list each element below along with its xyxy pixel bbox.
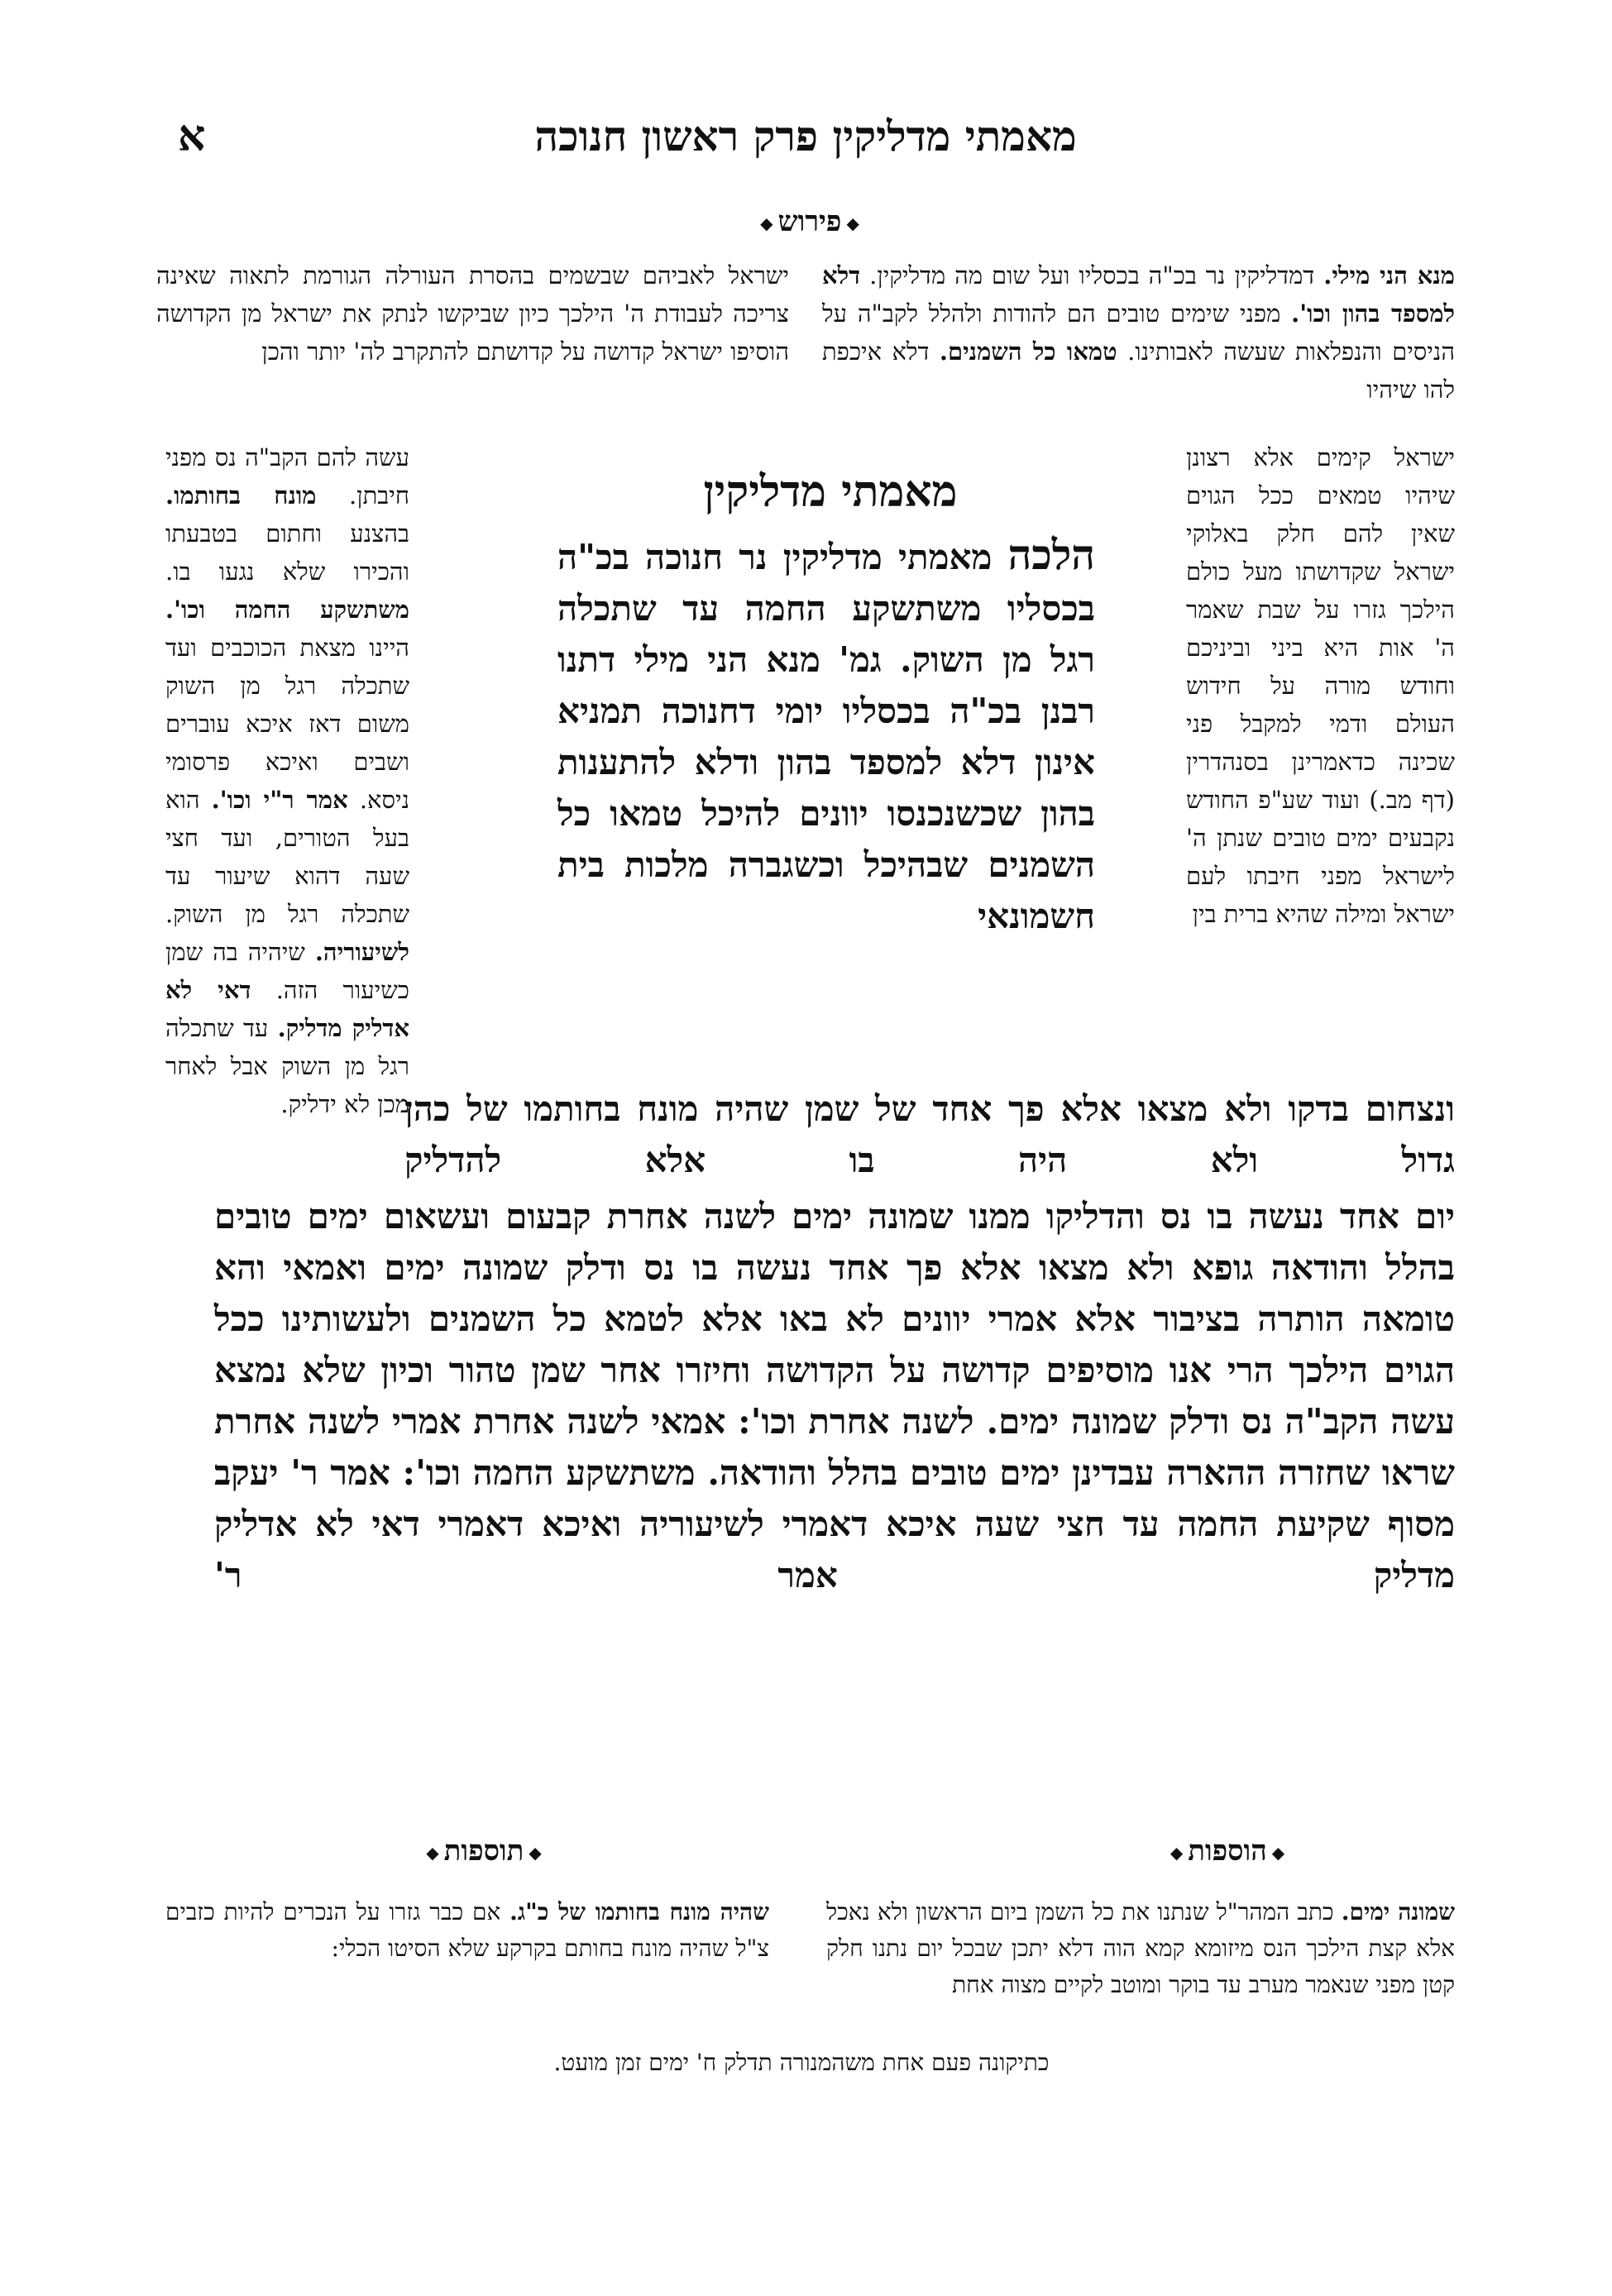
- tosafot-block: [165, 1894, 769, 2010]
- perush-top-block: [156, 256, 1455, 414]
- perush-lemma: אמר ר"י וכו'.: [211, 786, 348, 814]
- hosafot-heading: [1124, 1832, 1331, 1872]
- perush-heading: [727, 203, 892, 242]
- perush-text: בהצנע וחתום בטבעתו והכירו שלא נגעו בו.: [165, 519, 409, 586]
- main-text-column: [557, 529, 1095, 1075]
- perush-lemma: לשיעוריה.: [314, 938, 409, 966]
- perush-lemma: דאי לא אדליק מדליק.: [165, 976, 409, 1042]
- diamond-icon: ◆: [529, 1843, 542, 1863]
- perush-text: דלא איכפת להו שיהיו: [822, 337, 1455, 404]
- perush-heading-label: פירוש: [777, 205, 842, 238]
- perush-lemma: מנא הני מילי.: [1323, 261, 1455, 289]
- main-text-full: יום אחד נעשה בו נס והדליקו ממנו שמונה ימים לשנה אחרת קבעום ועשאום ימים טובים בהלל והודאה גופא ולא מצאו אלא פך אחד נעשה בו נס ודלק שמונה ימים ואמאי והא טומאה הותרה בציבור אלא אמרי יוונים לא באו אלא לטמא כל השמנים ולעשותינו ככל הגוים הילכך הרי אנו מוסיפים קדושה על הקדושה וחיזרו אחר שמן טהור וכיון שלא נמצא עשה הקב"ה נס ודלק שמונה ימים. לשנה אחרת וכו': אמאי לשנה אחרת אמרי לשנה אחרת שראו שחזרה ההארה עבדינן ימים טובים בהלל והודאה. משתשקע החמה וכו': אמר ר' יעקב מסוף שקיעת החמה עד חצי שעה איכא דאמרי לשיעוריה ואיכא דאמרי דאי לא אדליק מדליק אמר ר': [214, 1196, 1455, 1595]
- perush-top-paragraph-1: [822, 256, 1455, 409]
- perush-top-paragraph-2: ישראל לאביהם שבשמים בהסרת העורלה הגורמת לתאוה שאינה צריכה לעבודת ה' הילכך כיון שביקשו לנתק את ישראל מן הקדושה הוסיפו ישראל קדושה על קדושתם להתקרב לה' יותר והכן: [156, 261, 789, 366]
- tosafot-text: אם כבר גזרו על הנכרים להיות כזבים צ"ל שהיה מונח בחותם בקרקע שלא הסיטו הכלי:: [165, 1898, 769, 1962]
- perush-right-column: ישראל קימים אלא רצונן שיהיו טמאים ככל הגוים שאין להם חלק באלוקי ישראל שקדושתו מעל כולם הילכך גזרו על שבת שאמר ה' אות היא ביני וביניכם וחודש מורה על חידוש העולם ודמי למקבל פני שכינה כדאמרינן בסנהדרין (דף מב.) ועוד שע"פ החודש נקבעים ימים טובים שנתן ה' לישראל מפני חיבתו לעם ישראל ומילה שהיא ברית בין: [1186, 443, 1455, 928]
- page-title: מאמתי מדליקין פרק ראשון חנוכה: [534, 112, 1077, 160]
- hosafot-block: [826, 1894, 1455, 2035]
- chapter-title: מאמתי מדליקין: [703, 466, 958, 517]
- perush-lemma: דלא למספד בהון וכו'.: [822, 261, 1455, 328]
- perush-text: עשה להם הקב"ה נס מפני חיבתן.: [165, 443, 409, 509]
- diamond-icon: ◆: [1170, 1843, 1184, 1863]
- tosafot-heading: [380, 1832, 587, 1872]
- tosafot-lemma: שהיה מונח בחותמו של כ"ג.: [509, 1898, 769, 1925]
- hosafot-tail: כתיקונה פעם אחת משהמנורה תדלק ח' ימים זמן מועט.: [553, 2049, 1050, 2076]
- perush-text: שיהיה בה שמן כשיעור הזה.: [165, 938, 409, 1004]
- perush-lemma: טמאו כל השמנים.: [939, 337, 1117, 366]
- main-text-body: מאמתי מדליקין נר חנוכה בכ"ה בכסליו משתשקע החמה עד שתכלה רגל מן השוק. גמ' מנא הני מילי דתנו רבנן בכ"ה בכסליו יומי דחנוכה תמניא אינון דלא למספד בהון ודלא להתענות בהון שכשנכנסו יוונים להיכל טמאו כל השמנים שבהיכל וכשגברה מלכות בית חשמונאי: [557, 537, 1095, 936]
- diamond-icon: ◆: [846, 213, 859, 233]
- perush-lemma: משתשקע החמה וכו'.: [165, 596, 409, 624]
- perush-text: מפני שימים טובים הם להודות ולהלל לקב"ה על הניסים והנפלאות שעשה לאבותינו.: [822, 299, 1456, 366]
- page-number: א: [178, 111, 206, 161]
- perush-left-column: [165, 438, 409, 1166]
- running-head: [0, 108, 1612, 165]
- perush-text: הוא בעל הטורים, ועד חצי שעה דהוא שיעור עד שתכלה רגל מן השוק.: [165, 786, 409, 928]
- perush-lemma: מונח בחותמו.: [165, 481, 317, 509]
- hosafot-heading-label: הוספות: [1188, 1834, 1267, 1868]
- diamond-icon: ◆: [760, 213, 773, 233]
- main-text-middle: ונצחום בדקו ולא מצאו אלא פך אחד של שמן שהיה מונח בחותמו של כהן גדול ולא היה בו אלא להדליק: [404, 1088, 1455, 1180]
- diamond-icon: ◆: [426, 1843, 439, 1863]
- tosafot-heading-label: תוספות: [443, 1834, 524, 1868]
- main-open-word: הלכה: [1007, 530, 1095, 579]
- hosafot-text: כתב המהר"ל שנתנו את כל השמן ביום הראשון ולא נאכל אלא קצת הילכך הנס מיזומא קמא הוה דלא יתכן שבכל יום נתנו חלק קטן מפני שנאמר מערב עד בוקר ומוטב לקיים מצוה אחת: [826, 1898, 1455, 1998]
- perush-text: עד שתכלה רגל מן השוק אבל לאחר מכן לא ידליק.: [165, 1014, 409, 1118]
- hosafot-lemma: שמונה ימים.: [1341, 1898, 1455, 1925]
- perush-text: היינו מצאת הכוכבים ועד שתכלה רגל מן השוק משום דאז איכא עוברים ושבים ואיכא פרסומי ניסא.: [165, 634, 409, 814]
- diamond-icon: ◆: [1271, 1843, 1285, 1863]
- perush-text: דמדליקין נר בכ"ה בכסליו ועל שום מה מדליקין.: [860, 261, 1324, 289]
